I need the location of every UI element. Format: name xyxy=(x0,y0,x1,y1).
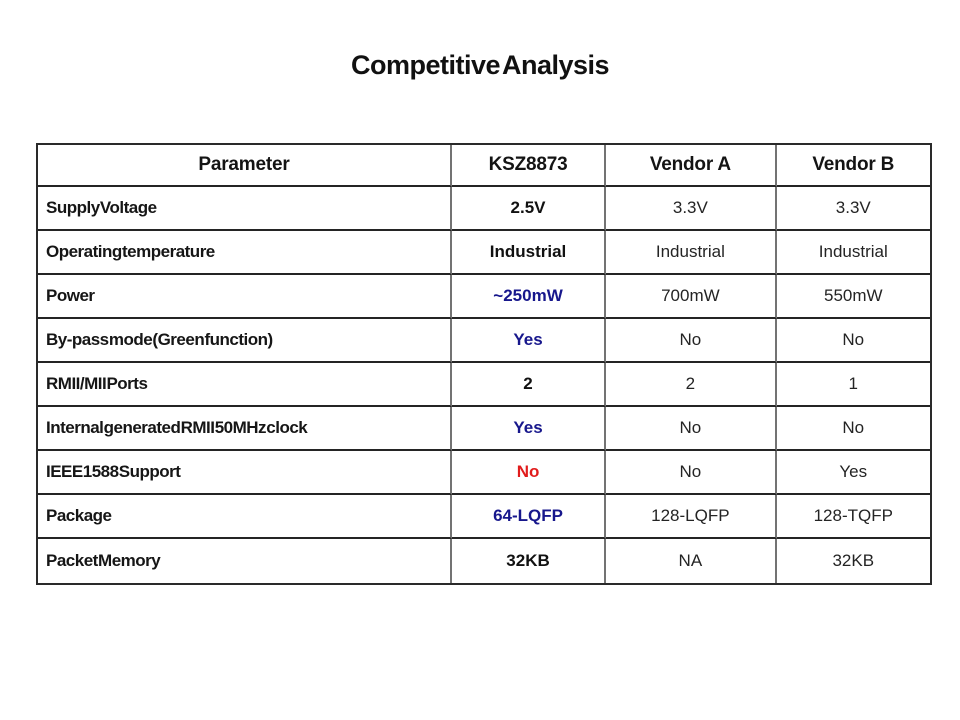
vendor-b-value: 128-TQFP xyxy=(777,495,930,539)
table-header-row xyxy=(38,145,930,187)
param-label: Operating temperature xyxy=(38,231,452,275)
header-cell-ksz8873: KSZ8873 xyxy=(452,145,606,187)
vendor-b-value: 32KB xyxy=(777,539,930,583)
param-label: IEEE1588 Support xyxy=(38,451,452,495)
ksz8873-value: No xyxy=(452,451,606,495)
vendor-b-value: 1 xyxy=(777,363,930,407)
table-row-bypass-mode xyxy=(38,319,930,363)
competitive-analysis-table xyxy=(36,143,932,585)
param-label: Power xyxy=(38,275,452,319)
vendor-b-value: Yes xyxy=(777,451,930,495)
table-row-supply-voltage xyxy=(38,187,930,231)
page-title: Competitive Analysis xyxy=(350,50,610,80)
vendor-a-value: NA xyxy=(606,539,776,583)
vendor-b-value: No xyxy=(777,407,930,451)
vendor-a-value: Industrial xyxy=(606,231,776,275)
ksz8873-value: 64-LQFP xyxy=(452,495,606,539)
vendor-b-value: 3.3V xyxy=(777,187,930,231)
vendor-b-value: No xyxy=(777,319,930,363)
param-label: RMII/MII Ports xyxy=(38,363,452,407)
param-label: Package xyxy=(38,495,452,539)
table-row-internal-rmii-clock xyxy=(38,407,930,451)
vendor-a-value: 3.3V xyxy=(606,187,776,231)
table-row-packet-memory xyxy=(38,539,930,583)
table-row-rmii-mii-ports xyxy=(38,363,930,407)
table-row-package xyxy=(38,495,930,539)
ksz8873-value: 32KB xyxy=(452,539,606,583)
param-label: Packet Memory xyxy=(38,539,452,583)
table-row-power xyxy=(38,275,930,319)
vendor-a-value: No xyxy=(606,319,776,363)
vendor-a-value: 2 xyxy=(606,363,776,407)
param-label: Internal generated RMII 50MHz clock xyxy=(38,407,452,451)
header-cell-vendor-b: Vendor B xyxy=(777,145,930,187)
table-row-ieee1588-support xyxy=(38,451,930,495)
vendor-b-value: 550mW xyxy=(777,275,930,319)
param-label: By-pass mode (Green function) xyxy=(38,319,452,363)
header-cell-vendor-a: Vendor A xyxy=(606,145,776,187)
ksz8873-value: Industrial xyxy=(452,231,606,275)
ksz8873-value: ~250mW xyxy=(452,275,606,319)
vendor-a-value: No xyxy=(606,451,776,495)
vendor-a-value: No xyxy=(606,407,776,451)
ksz8873-value: 2 xyxy=(452,363,606,407)
ksz8873-value: Yes xyxy=(452,407,606,451)
vendor-b-value: Industrial xyxy=(777,231,930,275)
ksz8873-value: Yes xyxy=(452,319,606,363)
vendor-a-value: 128-LQFP xyxy=(606,495,776,539)
param-label: Supply Voltage xyxy=(38,187,452,231)
header-cell-parameter: Parameter xyxy=(38,145,452,187)
table-row-operating-temperature xyxy=(38,231,930,275)
ksz8873-value: 2.5V xyxy=(452,187,606,231)
vendor-a-value: 700mW xyxy=(606,275,776,319)
